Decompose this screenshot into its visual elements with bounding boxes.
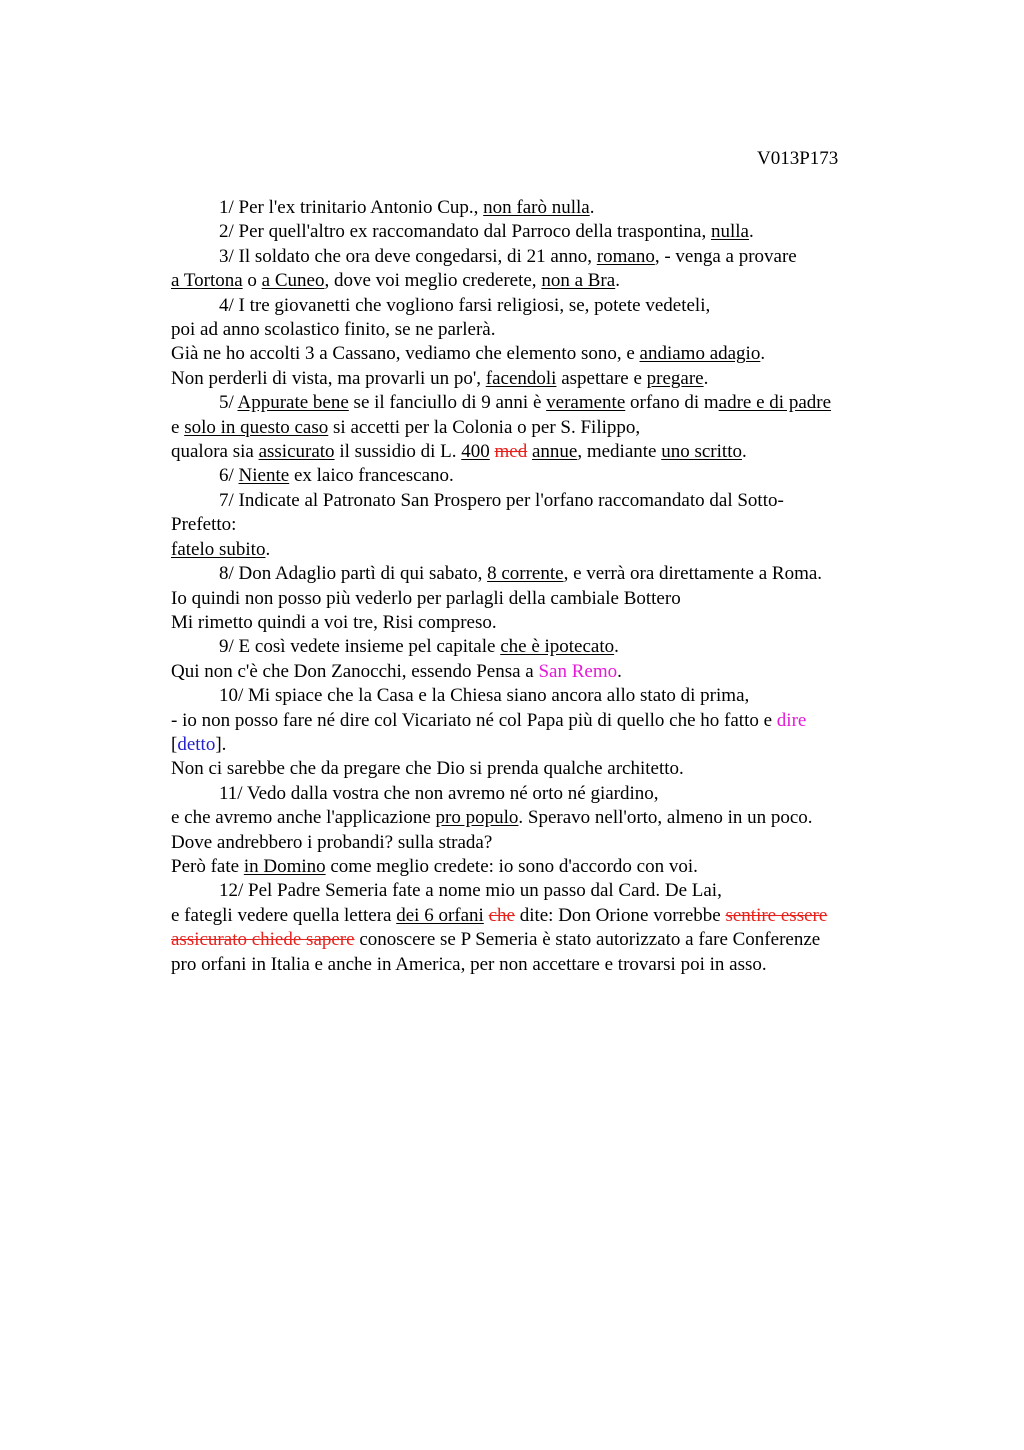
underlined-text: pregare [646,367,704,389]
item-1-line [171,196,901,220]
underlined-text: Appurate bene [237,392,349,414]
text: Però fate [171,855,244,877]
text: si accetti per la Colonia o per S. Filippo, [328,416,641,438]
item-10-line-1: 10/ Mi spiace che la Casa e la Chiesa siano ancora allo stato di prima, [219,685,750,707]
item-8-line-2: Io quindi non posso più vederlo per parlagli della cambiale Bottero [171,587,681,609]
item-12-line-1: 12/ Pel Padre Semeria fate a nome mio un passo dal Card. De Lai, [219,880,722,902]
text: . [265,538,271,560]
highlighted-text: San Remo [538,660,618,682]
item-8-line-1 [171,562,901,586]
letter-body [171,196,901,977]
text: . [614,636,619,658]
item-12-line-3 [171,928,901,952]
item-9-line-1 [171,635,901,659]
underlined-text: facendoli [485,367,557,389]
deleted-text: med [494,441,528,463]
item-7-line-3 [171,538,901,562]
item-3-line-1 [171,245,901,269]
text: aspettare e [556,367,647,389]
item-2-line [171,220,901,244]
underlined-text: romano [596,245,655,267]
underlined-text: pro populo [435,807,519,829]
text: . [748,221,754,243]
underlined-text: veramente [546,392,626,414]
text: . [741,441,747,463]
text: , mediante [577,441,662,463]
item-4-line-2: poi ad anno scolastico finito, se ne parlerà. [171,319,496,341]
underlined-text: assicurato [258,441,335,463]
text: Già ne ho accolti 3 a Cassano, vediamo che elemento sono, e [171,343,640,365]
text: . [703,367,709,389]
item-5-line-3 [171,440,901,464]
text: , e verrà ora direttamente a Roma. [563,563,823,585]
underlined-text: annue [531,441,578,463]
item-8-line-3: Mi rimetto quindi a voi tre, Risi compreso. [171,611,497,633]
underlined-text: dei 6 orfani [396,904,484,926]
text: Non perderli di vista, ma provarli un po', [171,367,486,389]
text: orfano di m [625,392,719,414]
item-4-line-4 [171,367,901,391]
item-5-line-1 [171,391,901,415]
item-7-line-2: Prefetto: [171,514,237,536]
item-12-line-4: pro orfani in Italia e anche in America, per non accettare e trovarsi poi in asso. [171,953,767,975]
item-12-line-2 [171,904,901,928]
item-4-line-1: 4/ I tre giovanetti che vogliono farsi religiosi, se, potete vedeteli, [219,294,711,316]
underlined-text: andiamo adagio [639,343,761,365]
underlined-text: a Tortona [171,270,243,292]
text: . [615,270,620,292]
text: 8/ Don Adaglio partì di qui sabato, [219,563,488,585]
item-4-line-3 [171,342,901,366]
text: e che avremo anche l'applicazione [171,807,436,829]
text: [ [171,733,178,755]
underlined-text: nulla [710,221,749,243]
item-11-line-2 [171,806,901,830]
underlined-text: 400 [461,441,490,463]
underlined-text: a Cuneo [261,270,325,292]
underlined-text: solo in questo caso [184,416,329,438]
text: come meglio credete: io sono d'accordo con voi. [325,855,698,877]
underlined-text: Niente [238,465,290,487]
text: Qui non c'è che Don Zanocchi, essendo Pensa a [171,660,539,682]
text: , dove voi meglio crederete, [324,270,542,292]
item-10-line-4: Non ci sarebbe che da pregare che Dio si prenda qualche architetto. [171,758,684,780]
underlined-text: 8 corrente [487,563,564,585]
text: 9/ E così vedete insieme pel capitale [219,636,501,658]
underlined-text: in Domino [243,855,326,877]
text: ex laico francescano. [289,465,454,487]
text: se il fanciullo di 9 anni è [348,392,547,414]
text: 6/ [219,465,239,487]
text: . [760,343,766,365]
text: , - venga a provare [654,245,797,267]
item-11-line-4 [171,855,901,879]
text: ]. [215,733,227,755]
item-10-line-2 [171,709,901,733]
text: . [617,660,622,682]
text: 5/ [219,392,238,414]
text: conoscere se P Semeria è stato autorizzato a fare Conferenze [354,929,821,951]
highlighted-text: dire [776,709,807,731]
text: . Speravo nell'orto, almeno in un poco. [518,807,813,829]
item-6-line [171,464,901,488]
text: 2/ Per quell'altro ex raccomandato dal Parroco della traspontina, [219,221,711,243]
item-5-line-2 [171,416,901,440]
underlined-text: che è ipotecato [500,636,615,658]
item-11-line-1: 11/ Vedo dalla vostra che non avremo né orto né giardino, [219,782,659,804]
text: dite: Don Orione vorrebbe [514,904,726,926]
text: . [589,197,595,218]
item-3-line-2 [171,269,901,293]
item-7-line-1: 7/ Indicate al Patronato San Prospero per l'orfano raccomandato dal Sotto- [219,489,784,511]
correction-text: detto [177,733,216,755]
text: il sussidio di L. [334,441,462,463]
text: e fategli vedere quella lettera [171,904,397,926]
document-reference: V013P173 [757,148,839,169]
text: e [171,416,185,438]
item-11-line-3: Dove andrebbero i probandi? sulla strada? [171,831,493,853]
deleted-text: che [488,904,515,926]
item-9-line-2 [171,660,901,684]
text: qualora sia [171,441,259,463]
underlined-text: non a Bra [541,270,616,292]
deleted-text: sentire essere [725,904,828,926]
text: 3/ Il soldato che ora deve congedarsi, di 21 anno, [219,245,597,267]
underlined-text: fatelo subito [171,538,266,560]
text: o [242,270,262,292]
item-10-line-3 [171,733,901,757]
deleted-text: assicurato chiede sapere [171,929,355,951]
text: 1/ Per l'ex trinitario Antonio Cup., [219,197,484,218]
underlined-text: non farò nulla [483,197,590,218]
underlined-text: uno scritto [661,441,742,463]
text: - io non posso fare né dire col Vicariato né col Papa più di quello che ho fatto e [171,709,777,731]
underlined-text: adre e di padre [718,392,832,414]
